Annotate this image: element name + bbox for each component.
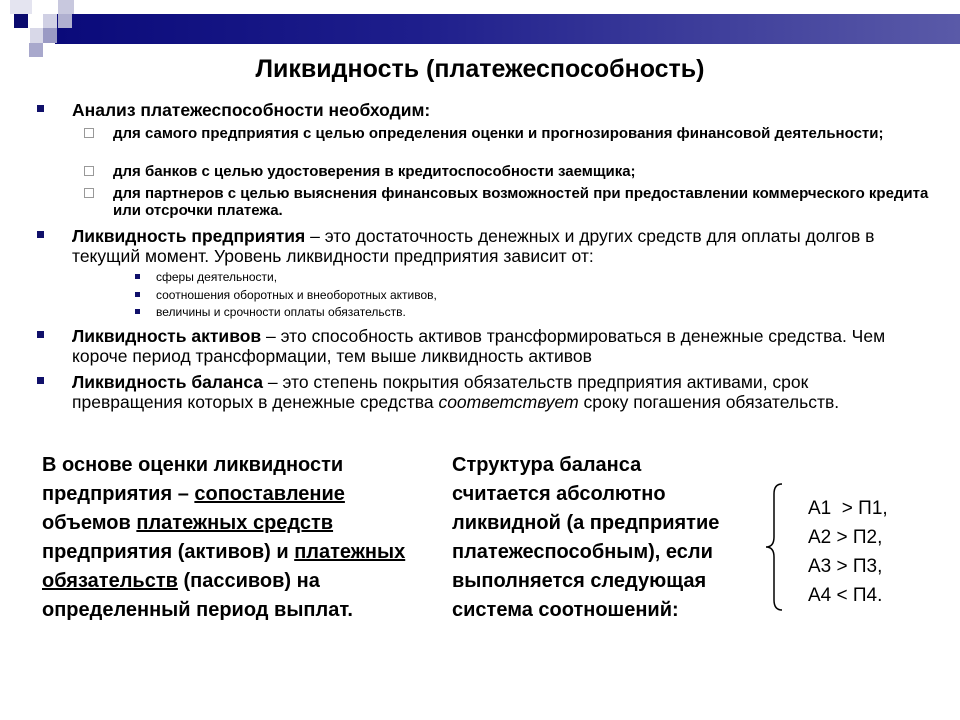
ratio-item: А3 > П3, — [808, 556, 883, 577]
definition: – это достаточность денежных и других средств для оплаты долгов в текущий момент. Уровень ликвидности предприятия зависит от: — [72, 226, 875, 266]
left-column-text — [42, 451, 412, 625]
text: объемов — [42, 512, 137, 534]
text: (пассивов) на определенный период выплат. — [42, 570, 353, 621]
bullet-analysis: Анализ платежеспособности необходим: — [72, 100, 922, 120]
factor-item: соотношения оборотных и внеоборотных активов, — [156, 288, 437, 302]
factor-item: сферы деятельности, — [156, 270, 278, 284]
bullet-asset-liquidity — [72, 326, 922, 366]
decor-square — [58, 14, 72, 28]
ratio-item: А2 > П2, — [808, 527, 883, 548]
decor-square — [43, 28, 57, 43]
header-bar — [55, 14, 960, 44]
decor-square — [43, 14, 57, 28]
middle-column-text: Структура баланса считается абсолютно ликвидной (а предприятие платежеспособным), если выполняется следующая система соотношений: — [452, 454, 720, 621]
sub-bullet: для банков с целью удостоверения в кредитоспособности заемщика; — [113, 163, 943, 180]
decor-square — [58, 0, 74, 14]
term: Ликвидность баланса — [72, 372, 264, 392]
ratio-item: А1 > П1, — [808, 498, 888, 519]
underlined-term: платежных средств — [136, 512, 334, 534]
underlined-term: сопоставление — [194, 483, 345, 505]
decor-square — [14, 14, 28, 28]
curly-brace-icon — [762, 482, 786, 612]
definition: – это способность активов трансформироваться в денежные средства. Чем короче период трансформации, тем выше ликвидность активов — [72, 326, 886, 366]
term: Ликвидность предприятия — [72, 226, 306, 246]
emphasis: соответствует — [438, 392, 579, 412]
bullet-enterprise-liquidity — [72, 226, 922, 266]
text: В основе оценки ликвидности предприятия – — [42, 454, 344, 505]
sub-bullet: для самого предприятия с целью определения оценки и прогнозирования финансовой деятельности; — [113, 125, 943, 142]
bullet-balance-liquidity — [72, 372, 922, 412]
term: Ликвидность активов — [72, 326, 262, 346]
text: предприятия (активов) и — [42, 541, 295, 563]
factor-item: величины и срочности оплаты обязательств. — [156, 305, 406, 319]
ratio-system — [808, 494, 888, 610]
decor-square — [10, 0, 32, 14]
ratio-item: А4 < П4. — [808, 585, 883, 606]
definition-end: сроку погашения обязательств. — [578, 392, 840, 412]
sub-bullet: для партнеров с целью выяснения финансовых возможностей при предоставлении коммерческого кредита или отсрочки платежа. — [113, 185, 943, 219]
underlined-term: платежных обязательств — [42, 541, 406, 592]
definition: – это степень покрытия обязательств предприятия активами, срок превращения которых в денежные средства — [72, 372, 809, 412]
slide-title: Ликвидность (платежеспособность) — [255, 55, 705, 83]
